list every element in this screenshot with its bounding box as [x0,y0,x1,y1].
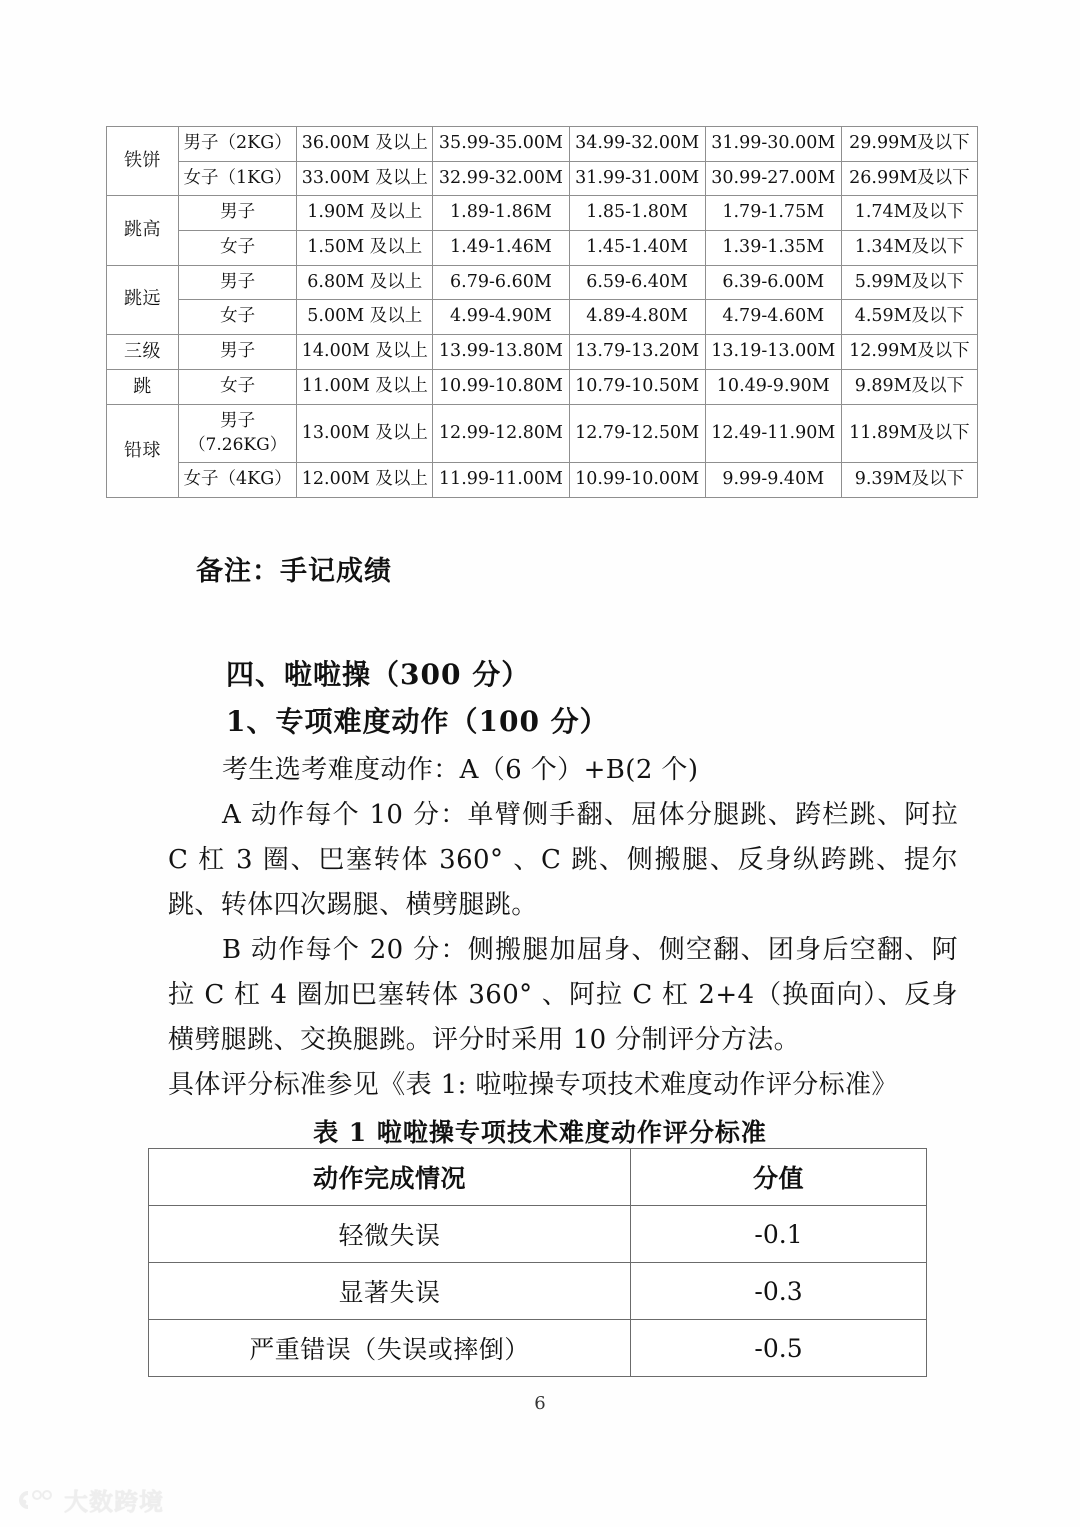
gender-label: 男子 [220,411,256,432]
difficulty-score-table [148,1148,927,1377]
gender-cell: 女子 [179,370,297,405]
paragraph-reference [168,1063,958,1108]
table-row [149,1320,927,1377]
event-name-cell: 跳 [107,370,179,405]
grade-cell: 12.79-12.50M [569,405,705,463]
gender-cell: 男子（2KG） [179,127,297,162]
table-header-row [149,1149,927,1206]
grade-cell: 36.00M 及以上 [297,127,433,162]
grade-cell: 33.00M 及以上 [297,161,433,196]
value-cell: -0.5 [631,1320,927,1377]
table-row [107,127,978,162]
event-name-cell: 跳远 [107,265,179,334]
grade-cell: 11.89M及以下 [841,405,977,463]
column-header-situation: 动作完成情况 [149,1149,631,1206]
grade-cell: 4.59M及以下 [841,300,977,335]
grade-cell: 12.49-11.90M [705,405,841,463]
grade-cell: 31.99-31.00M [569,161,705,196]
gender-cell: 女子（1KG） [179,161,297,196]
grade-cell: 12.99M及以下 [841,334,977,369]
grade-cell: 29.99M及以下 [841,127,977,162]
grade-cell: 10.79-10.50M [569,370,705,405]
paragraph-a-moves [168,793,958,928]
grade-cell: 1.90M 及以上 [297,196,433,231]
grade-cell: 12.00M 及以上 [297,462,433,497]
grade-cell: 14.00M 及以上 [297,334,433,369]
value-cell: -0.3 [631,1263,927,1320]
paragraph-selection [168,748,958,793]
grade-cell: 1.39-1.35M [705,230,841,265]
paragraph-text: 考生选考难度动作：A（6 个）+B(2 个) [222,755,699,785]
gender-cell: 女子（4KG） [179,462,297,497]
grade-cell: 4.99-4.90M [433,300,569,335]
grade-cell: 9.89M及以下 [841,370,977,405]
grade-cell: 26.99M及以下 [841,161,977,196]
grade-cell: 10.49-9.90M [705,370,841,405]
situation-cell: 显著失误 [149,1263,631,1320]
event-name-cell: 跳高 [107,196,179,265]
grade-cell: 5.99M及以下 [841,265,977,300]
gender-cell: 男子 [179,334,297,369]
situation-cell: 轻微失误 [149,1206,631,1263]
table-row [107,265,978,300]
table-row [107,334,978,369]
paragraph-text: B 动作每个 20 分：侧搬腿加屈身、侧空翻、团身后空翻、阿拉 C 杠 4 圈加巴塞转体 360° 、阿拉 C 杠 2+4（换面向）、反身横劈腿跳、交换腿跳。评分时采用 10 分制评分方法。 [168,935,958,1055]
gender-cell: 男子 [179,196,297,231]
grade-cell: 13.79-13.20M [569,334,705,369]
grade-cell: 1.45-1.40M [569,230,705,265]
circle-eyes-logo-icon [14,1487,56,1513]
score-table-caption: 表 1 啦啦操专项技术难度动作评分标准 [313,1118,767,1147]
grade-cell: 6.80M 及以上 [297,265,433,300]
grade-cell: 13.19-13.00M [705,334,841,369]
grade-cell: 10.99-10.80M [433,370,569,405]
table-row [107,370,978,405]
section-heading: 四、啦啦操（300 分） [226,658,531,691]
grade-cell: 10.99-10.00M [569,462,705,497]
event-name-cell: 三级 [107,334,179,369]
page-number: 6 [534,1393,546,1414]
table-row [149,1206,927,1263]
grade-cell: 6.39-6.00M [705,265,841,300]
grade-cell: 12.99-12.80M [433,405,569,463]
grade-cell: 32.99-32.00M [433,161,569,196]
grade-cell: 1.74M及以下 [841,196,977,231]
gender-cell: 女子 [179,300,297,335]
event-name-cell: 铅球 [107,405,179,497]
paragraph-text: 具体评分标准参见《表 1: 啦啦操专项技术难度动作评分标准》 [168,1070,898,1100]
grade-cell: 4.79-4.60M [705,300,841,335]
grade-cell: 11.99-11.00M [433,462,569,497]
table-row [149,1263,927,1320]
paragraph-text: A 动作每个 10 分：单臂侧手翻、屈体分腿跳、跨栏跳、阿拉 C 杠 3 圈、巴塞转体 360° 、C 跳、侧搬腿、反身纵跨跳、提尔跳、转体四次踢腿、横劈腿跳。 [168,800,958,920]
table-row [107,462,978,497]
grade-cell: 4.89-4.80M [569,300,705,335]
situation-cell: 严重错误（失误或摔倒） [149,1320,631,1377]
grade-cell: 1.89-1.86M [433,196,569,231]
grade-cell: 13.99-13.80M [433,334,569,369]
grade-cell: 1.50M 及以上 [297,230,433,265]
score-table-body [149,1149,927,1377]
column-header-value: 分值 [631,1149,927,1206]
grade-cell: 35.99-35.00M [433,127,569,162]
subsection-heading: 1、专项难度动作（100 分） [226,705,609,738]
table-row [107,196,978,231]
grade-cell: 1.85-1.80M [569,196,705,231]
watermark-text: 大数跨境 [64,1488,164,1516]
events-standards-table [106,126,978,498]
gender-cell: 男子 [179,265,297,300]
grade-cell: 34.99-32.00M [569,127,705,162]
table-row [107,230,978,265]
grade-cell: 9.39M及以下 [841,462,977,497]
grade-cell: 30.99-27.00M [705,161,841,196]
gender-cell: 女子 [179,230,297,265]
grade-cell: 5.00M 及以上 [297,300,433,335]
paragraph-b-moves [168,928,958,1063]
events-table-body [107,127,978,498]
gender-cell [179,405,297,463]
table-note: 备注：手记成绩 [196,556,392,587]
grade-cell: 1.34M及以下 [841,230,977,265]
table-row [107,161,978,196]
gender-weight: （7.26KG） [188,434,287,455]
grade-cell: 9.99-9.40M [705,462,841,497]
grade-cell: 1.49-1.46M [433,230,569,265]
table-row [107,405,978,463]
grade-cell: 6.79-6.60M [433,265,569,300]
grade-cell: 1.79-1.75M [705,196,841,231]
grade-cell: 11.00M 及以上 [297,370,433,405]
event-name-cell: 铁饼 [107,127,179,196]
grade-cell: 31.99-30.00M [705,127,841,162]
grade-cell: 13.00M 及以上 [297,405,433,463]
table-row [107,300,978,335]
watermark [14,1482,164,1517]
grade-cell: 6.59-6.40M [569,265,705,300]
value-cell: -0.1 [631,1206,927,1263]
